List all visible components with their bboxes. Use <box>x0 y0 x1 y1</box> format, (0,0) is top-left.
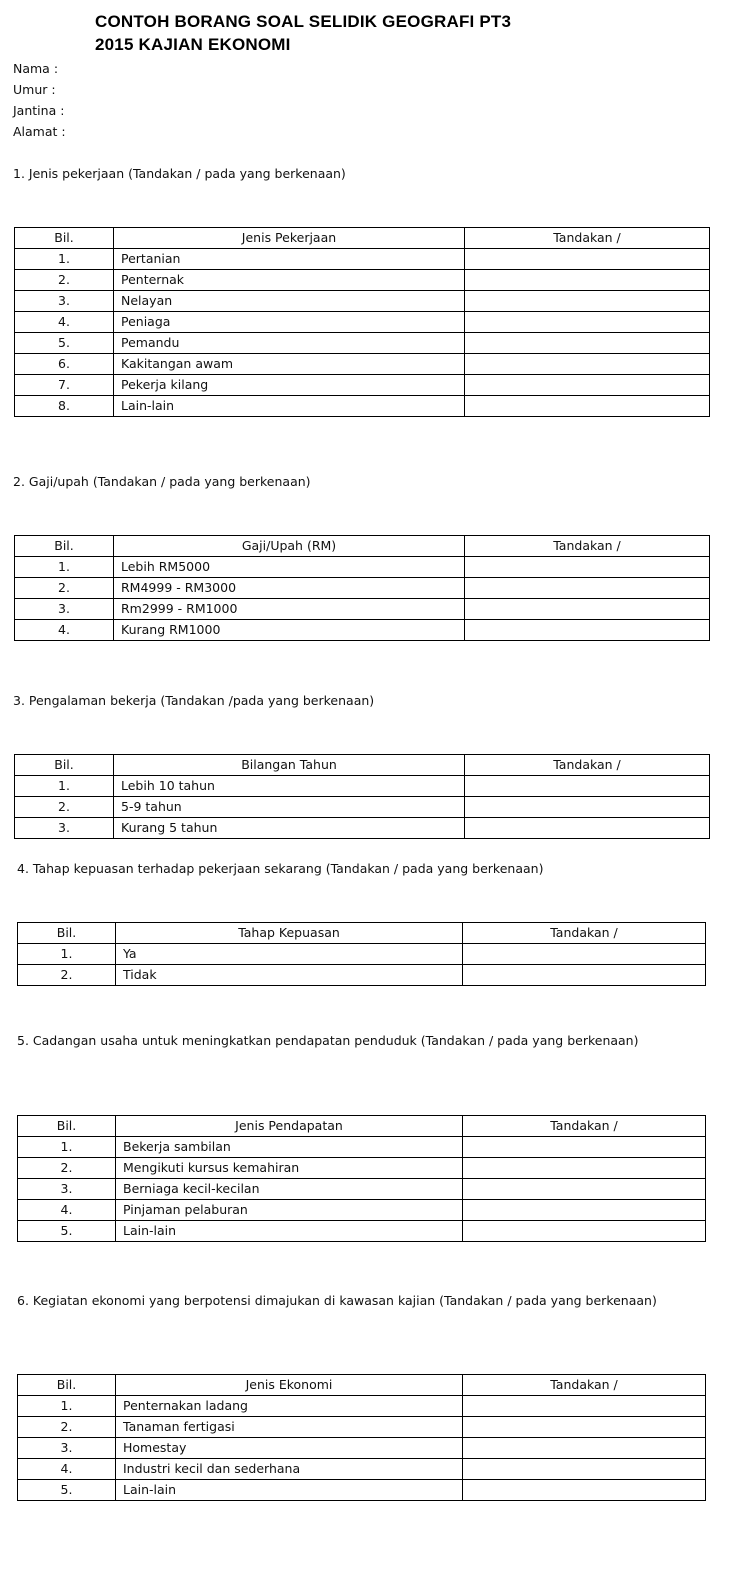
row-label: Kurang 5 tahun <box>114 818 465 839</box>
row-label: Pemandu <box>114 333 465 354</box>
table-pengalaman-bekerja <box>14 754 710 839</box>
header-tandakan: Tandakan / <box>463 1375 706 1396</box>
table-row <box>18 1221 706 1242</box>
tick-cell[interactable] <box>465 396 710 417</box>
row-number: 1. <box>18 1396 116 1417</box>
row-number: 2. <box>15 797 114 818</box>
table-row <box>15 249 710 270</box>
table-jenis-ekonomi <box>17 1374 706 1501</box>
table-row <box>18 1417 706 1438</box>
row-number: 1. <box>18 944 116 965</box>
row-label: Pinjaman pelaburan <box>116 1200 463 1221</box>
row-number: 3. <box>15 291 114 312</box>
header-bil: Bil. <box>18 1375 116 1396</box>
question-3: 3. Pengalaman bekerja (Tandakan /pada yang berkenaan) <box>13 693 375 708</box>
table-row <box>15 333 710 354</box>
question-5: 5. Cadangan usaha untuk meningkatkan pendapatan penduduk (Tandakan / pada yang berkenaan) <box>17 1033 639 1048</box>
row-number: 4. <box>15 312 114 333</box>
row-number: 2. <box>15 578 114 599</box>
header-kategori: Bilangan Tahun <box>114 755 465 776</box>
table-row <box>18 1459 706 1480</box>
header-tandakan: Tandakan / <box>465 755 710 776</box>
row-label: Berniaga kecil-kecilan <box>116 1179 463 1200</box>
row-number: 2. <box>18 1417 116 1438</box>
header-tandakan: Tandakan / <box>465 228 710 249</box>
header-tandakan: Tandakan / <box>465 536 710 557</box>
tick-cell[interactable] <box>463 1417 706 1438</box>
tick-cell[interactable] <box>465 818 710 839</box>
table-header-row <box>15 228 710 249</box>
table-row <box>15 291 710 312</box>
row-label: Kakitangan awam <box>114 354 465 375</box>
table-row <box>18 1480 706 1501</box>
row-number: 2. <box>18 965 116 986</box>
row-label: 5-9 tahun <box>114 797 465 818</box>
row-label: Pekerja kilang <box>114 375 465 396</box>
row-number: 1. <box>18 1137 116 1158</box>
row-label: Lain-lain <box>116 1221 463 1242</box>
tick-cell[interactable] <box>463 1137 706 1158</box>
row-label: Kurang RM1000 <box>114 620 465 641</box>
question-1: 1. Jenis pekerjaan (Tandakan / pada yang berkenaan) <box>13 166 346 181</box>
header-kategori: Jenis Pekerjaan <box>114 228 465 249</box>
tick-cell[interactable] <box>465 578 710 599</box>
row-number: 4. <box>18 1459 116 1480</box>
row-number: 6. <box>15 354 114 375</box>
tick-cell[interactable] <box>465 776 710 797</box>
row-label: Penternak <box>114 270 465 291</box>
tick-cell[interactable] <box>463 944 706 965</box>
tick-cell[interactable] <box>465 312 710 333</box>
tick-cell[interactable] <box>463 1158 706 1179</box>
field-jantina: Jantina : <box>13 103 65 118</box>
row-number: 8. <box>15 396 114 417</box>
row-number: 1. <box>15 557 114 578</box>
table-jenis-pendapatan <box>17 1115 706 1242</box>
table-row <box>18 1158 706 1179</box>
question-6: 6. Kegiatan ekonomi yang berpotensi dimajukan di kawasan kajian (Tandakan / pada yang berkenaan) <box>17 1293 657 1308</box>
tick-cell[interactable] <box>463 1438 706 1459</box>
row-label: RM4999 - RM3000 <box>114 578 465 599</box>
tick-cell[interactable] <box>463 1200 706 1221</box>
header-bil: Bil. <box>15 536 114 557</box>
row-number: 2. <box>15 270 114 291</box>
header-bil: Bil. <box>18 1116 116 1137</box>
row-label: Homestay <box>116 1438 463 1459</box>
tick-cell[interactable] <box>465 354 710 375</box>
row-number: 5. <box>18 1480 116 1501</box>
form-title-line-1: CONTOH BORANG SOAL SELIDIK GEOGRAFI PT3 <box>95 12 512 31</box>
form-title <box>95 10 511 56</box>
row-label: Lain-lain <box>116 1480 463 1501</box>
table-row <box>15 578 710 599</box>
table-header-row <box>18 1375 706 1396</box>
row-label: Ya <box>116 944 463 965</box>
table-row <box>18 944 706 965</box>
row-label: Rm2999 - RM1000 <box>114 599 465 620</box>
header-kategori: Jenis Ekonomi <box>116 1375 463 1396</box>
header-bil: Bil. <box>15 228 114 249</box>
row-label: Tidak <box>116 965 463 986</box>
tick-cell[interactable] <box>463 965 706 986</box>
table-jenis-pekerjaan <box>14 227 710 417</box>
tick-cell[interactable] <box>465 599 710 620</box>
row-number: 7. <box>15 375 114 396</box>
tick-cell[interactable] <box>465 249 710 270</box>
table-row <box>15 375 710 396</box>
row-number: 4. <box>15 620 114 641</box>
header-bil: Bil. <box>18 923 116 944</box>
table-row <box>15 776 710 797</box>
tick-cell[interactable] <box>465 557 710 578</box>
row-label: Nelayan <box>114 291 465 312</box>
header-kategori: Tahap Kepuasan <box>116 923 463 944</box>
row-label: Lebih 10 tahun <box>114 776 465 797</box>
table-header-row <box>18 923 706 944</box>
row-number: 5. <box>18 1221 116 1242</box>
row-label: Industri kecil dan sederhana <box>116 1459 463 1480</box>
table-header-row <box>18 1116 706 1137</box>
row-label: Bekerja sambilan <box>116 1137 463 1158</box>
field-umur: Umur : <box>13 82 56 97</box>
row-label: Penternakan ladang <box>116 1396 463 1417</box>
row-label: Mengikuti kursus kemahiran <box>116 1158 463 1179</box>
tick-cell[interactable] <box>463 1396 706 1417</box>
header-kategori: Gaji/Upah (RM) <box>114 536 465 557</box>
table-gaji-upah <box>14 535 710 641</box>
row-number: 3. <box>15 599 114 620</box>
tick-cell[interactable] <box>465 375 710 396</box>
row-label: Tanaman fertigasi <box>116 1417 463 1438</box>
header-tandakan: Tandakan / <box>463 923 706 944</box>
tick-cell[interactable] <box>465 270 710 291</box>
table-row <box>15 270 710 291</box>
table-tahap-kepuasan <box>17 922 706 986</box>
row-number: 1. <box>15 776 114 797</box>
tick-cell[interactable] <box>465 333 710 354</box>
table-header-row <box>15 536 710 557</box>
row-label: Pertanian <box>114 249 465 270</box>
table-row <box>15 620 710 641</box>
tick-cell[interactable] <box>463 1459 706 1480</box>
row-number: 3. <box>18 1438 116 1459</box>
row-label: Peniaga <box>114 312 465 333</box>
row-label: Lain-lain <box>114 396 465 417</box>
table-row <box>18 1179 706 1200</box>
question-4: 4. Tahap kepuasan terhadap pekerjaan sekarang (Tandakan / pada yang berkenaan) <box>17 861 544 876</box>
table-row <box>15 818 710 839</box>
tick-cell[interactable] <box>463 1480 706 1501</box>
table-row <box>15 557 710 578</box>
row-number: 2. <box>18 1158 116 1179</box>
tick-cell[interactable] <box>463 1179 706 1200</box>
tick-cell[interactable] <box>465 797 710 818</box>
row-number: 3. <box>18 1179 116 1200</box>
table-row <box>18 1438 706 1459</box>
question-2: 2. Gaji/upah (Tandakan / pada yang berkenaan) <box>13 474 311 489</box>
table-row <box>18 1396 706 1417</box>
table-row <box>15 312 710 333</box>
row-number: 4. <box>18 1200 116 1221</box>
table-row <box>18 965 706 986</box>
table-row <box>18 1137 706 1158</box>
field-alamat: Alamat : <box>13 124 66 139</box>
header-bil: Bil. <box>15 755 114 776</box>
tick-cell[interactable] <box>465 620 710 641</box>
form-title-line-2: 2015 KAJIAN EKONOMI <box>95 35 291 54</box>
table-row <box>15 396 710 417</box>
table-row <box>15 599 710 620</box>
header-tandakan: Tandakan / <box>463 1116 706 1137</box>
table-header-row <box>15 755 710 776</box>
tick-cell[interactable] <box>465 291 710 312</box>
table-row <box>18 1200 706 1221</box>
row-label: Lebih RM5000 <box>114 557 465 578</box>
header-kategori: Jenis Pendapatan <box>116 1116 463 1137</box>
table-row <box>15 797 710 818</box>
row-number: 1. <box>15 249 114 270</box>
table-row <box>15 354 710 375</box>
field-nama: Nama : <box>13 61 59 76</box>
row-number: 3. <box>15 818 114 839</box>
tick-cell[interactable] <box>463 1221 706 1242</box>
row-number: 5. <box>15 333 114 354</box>
